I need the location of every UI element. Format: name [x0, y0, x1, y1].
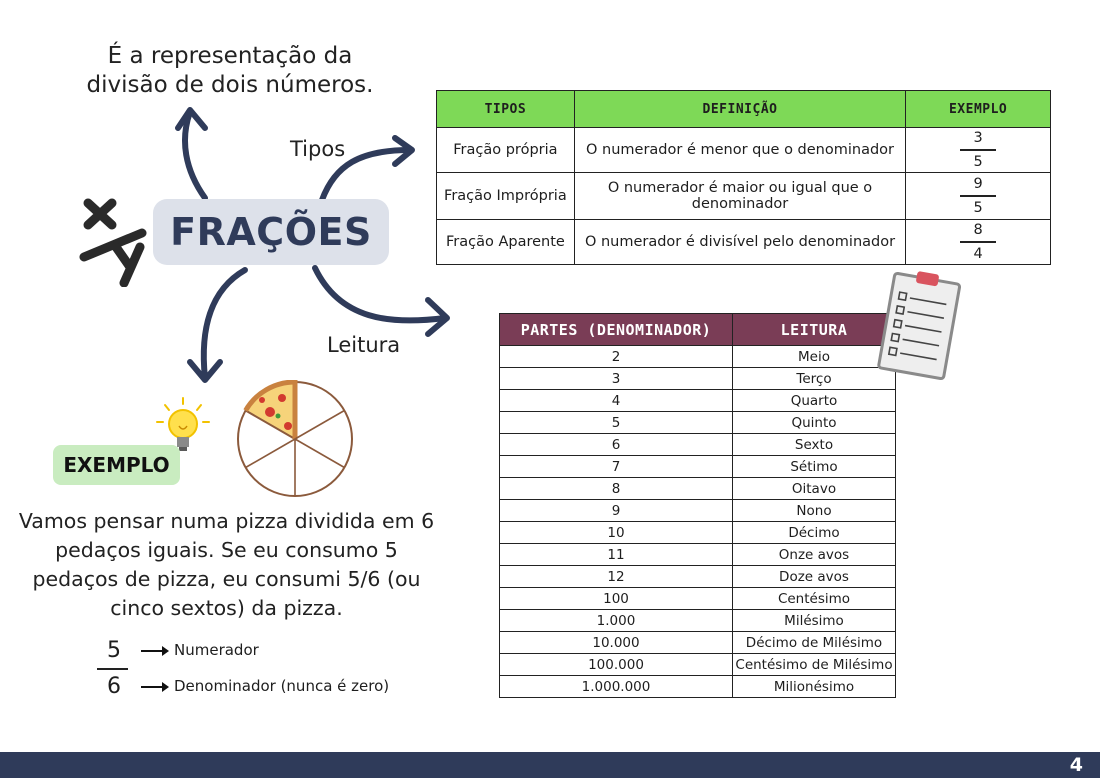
- table-row: [500, 544, 896, 566]
- fraction-denominator: 5: [973, 153, 983, 170]
- example-badge: EXEMPLO: [53, 445, 180, 485]
- header-definicao: DEFINIÇÃO: [574, 91, 905, 128]
- partes-cell: 100.000: [500, 654, 733, 676]
- table-row: [437, 220, 1051, 265]
- arrow-icon: [140, 680, 170, 694]
- partes-cell: 5: [500, 412, 733, 434]
- leitura-cell: Sétimo: [733, 456, 896, 478]
- footer-bar: [0, 752, 1100, 778]
- partes-cell: 1.000.000: [500, 676, 733, 698]
- fraction-bar: [97, 668, 128, 670]
- partes-cell: 2: [500, 346, 733, 368]
- xy-icon: [78, 195, 150, 287]
- leitura-cell: Décimo: [733, 522, 896, 544]
- table-row: [500, 478, 896, 500]
- header-tipos: TIPOS: [437, 91, 575, 128]
- fraction-numerator: 9: [973, 176, 983, 193]
- partes-cell: 12: [500, 566, 733, 588]
- table-header-row: [437, 91, 1051, 128]
- table-row: [437, 173, 1051, 220]
- table-row: [500, 368, 896, 390]
- fraction-bar: [960, 195, 996, 197]
- leitura-cell: Terço: [733, 368, 896, 390]
- example-text: Vamos pensar numa pizza dividida em 6 pedaços iguais. Se eu consumo 5 pedaços de pizza, eu consumi 5/6 (ou cinco sextos) da pizza.: [18, 509, 435, 620]
- table-row: [500, 522, 896, 544]
- leitura-cell: Doze avos: [733, 566, 896, 588]
- tipo-cell: Fração Aparente: [437, 220, 575, 265]
- table-row: [500, 390, 896, 412]
- page-number: 4: [1069, 754, 1083, 776]
- partes-cell: 1.000: [500, 610, 733, 632]
- leitura-cell: Onze avos: [733, 544, 896, 566]
- exemplo-cell: [906, 173, 1051, 220]
- fraction-denominator: 5: [973, 199, 983, 216]
- title-pill: [153, 199, 389, 265]
- fraction-denominator: 4: [973, 245, 983, 262]
- table-row: [500, 588, 896, 610]
- table-row: [500, 676, 896, 698]
- pizza-icon: [236, 380, 354, 498]
- tipo-cell: Fração Imprópria: [437, 173, 575, 220]
- denominator-label: Denominador (nunca é zero): [174, 677, 390, 695]
- partes-cell: 10: [500, 522, 733, 544]
- arrow-icon: [140, 644, 170, 658]
- definicao-cell: O numerador é maior ou igual que o denominador: [574, 173, 905, 220]
- leitura-label: Leitura: [327, 333, 401, 357]
- leitura-cell: Sexto: [733, 434, 896, 456]
- fraction-denominator: 6: [107, 674, 121, 699]
- leitura-cell: Quinto: [733, 412, 896, 434]
- reading-table-body: [500, 346, 896, 698]
- table-row: [500, 456, 896, 478]
- table-row: [500, 632, 896, 654]
- partes-cell: 11: [500, 544, 733, 566]
- tipo-cell: Fração própria: [437, 128, 575, 173]
- table-row: [500, 346, 896, 368]
- exemplo-cell: [906, 128, 1051, 173]
- fraction-numerator: 5: [107, 638, 121, 663]
- table-row: [500, 610, 896, 632]
- partes-cell: 8: [500, 478, 733, 500]
- fraction-bar: [960, 149, 996, 151]
- definicao-cell: O numerador é divisível pelo denominador: [574, 220, 905, 265]
- leitura-cell: Quarto: [733, 390, 896, 412]
- table-row: [437, 128, 1051, 173]
- table-row: [500, 566, 896, 588]
- tipos-label: Tipos: [290, 137, 346, 161]
- table-header-row: [500, 314, 896, 346]
- numerator-label: Numerador: [174, 641, 259, 659]
- reading-table: [499, 313, 896, 698]
- clipboard-icon: [872, 268, 967, 386]
- fraction-bar: [960, 241, 996, 243]
- definicao-cell: O numerador é menor que o denominador: [574, 128, 905, 173]
- definition-text: É a representação da divisão de dois números.: [86, 43, 374, 98]
- table-row: [500, 434, 896, 456]
- page-title: FRAÇÕES: [170, 210, 372, 254]
- partes-cell: 6: [500, 434, 733, 456]
- leitura-cell: Centésimo de Milésimo: [733, 654, 896, 676]
- types-table: [436, 90, 1051, 265]
- leitura-cell: Milionésimo: [733, 676, 896, 698]
- leitura-cell: Décimo de Milésimo: [733, 632, 896, 654]
- arrow-icon: [204, 270, 245, 378]
- partes-cell: 4: [500, 390, 733, 412]
- leitura-cell: Nono: [733, 500, 896, 522]
- fraction-numerator: 8: [973, 222, 983, 239]
- partes-cell: 10.000: [500, 632, 733, 654]
- table-row: [500, 500, 896, 522]
- table-row: [500, 654, 896, 676]
- exemplo-cell: [906, 220, 1051, 265]
- header-leitura: LEITURA: [733, 314, 896, 346]
- partes-cell: 100: [500, 588, 733, 610]
- partes-cell: 7: [500, 456, 733, 478]
- header-partes: PARTES (DENOMINADOR): [500, 314, 733, 346]
- leitura-cell: Centésimo: [733, 588, 896, 610]
- table-row: [500, 412, 896, 434]
- leitura-cell: Oitavo: [733, 478, 896, 500]
- partes-cell: 9: [500, 500, 733, 522]
- header-exemplo: EXEMPLO: [906, 91, 1051, 128]
- fraction-numerator: 3: [973, 130, 983, 147]
- partes-cell: 3: [500, 368, 733, 390]
- leitura-cell: Meio: [733, 346, 896, 368]
- leitura-cell: Milésimo: [733, 610, 896, 632]
- arrow-icon: [315, 268, 445, 321]
